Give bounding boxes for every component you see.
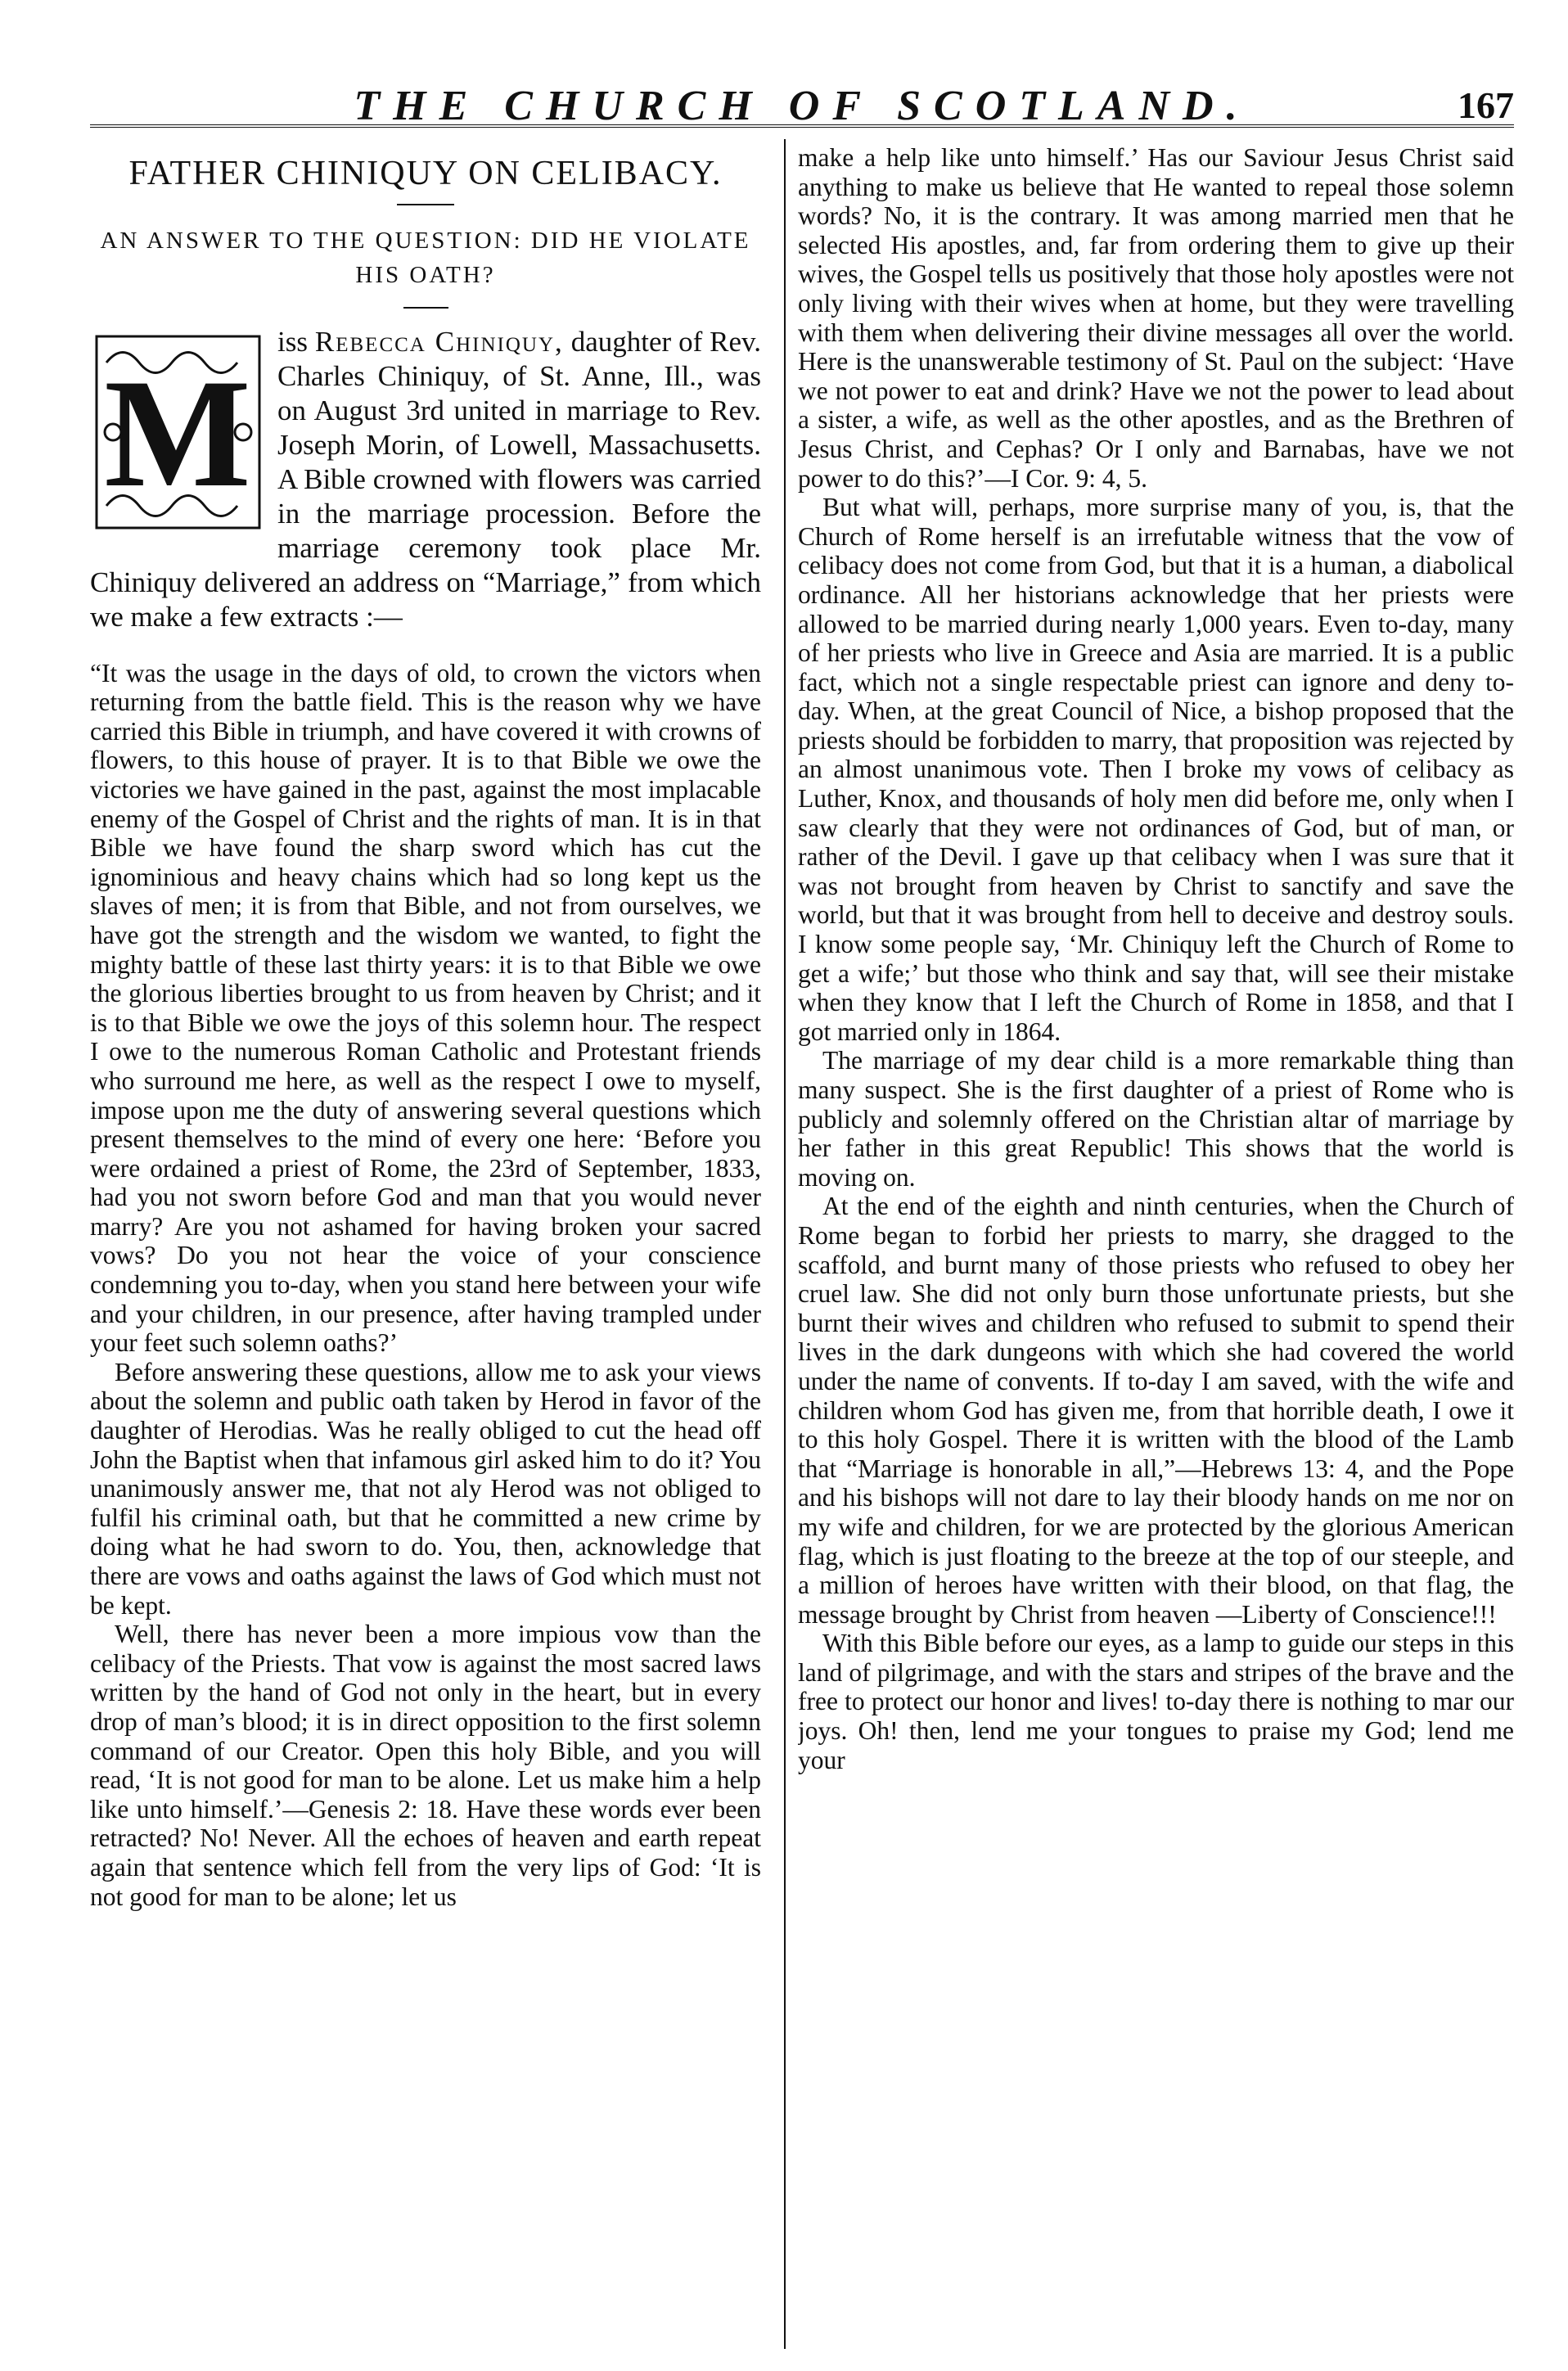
- right-paragraph-5: With this Bible before our eyes, as a lamp to guide our steps in this land of pilgrimage, and with the stars and stripes of the brave and the free to protect our honor and lives! to-day there is nothing to mar our joys. Oh! then, lend me your tongues to praise my God; lend me your: [798, 1629, 1514, 1774]
- ornamental-dropcap-icon: [90, 330, 266, 534]
- header-rule: [90, 124, 1514, 128]
- running-title: THE CHURCH OF SCOTLAND.: [354, 83, 1250, 129]
- article-subtitle: AN ANSWER TO THE QUESTION: DID HE VIOLATE HIS OATH?: [100, 227, 751, 288]
- intro-paragraph: [90, 325, 761, 634]
- page-number: 167: [1458, 84, 1514, 126]
- left-paragraph-3: Well, there has never been a more impious vow than the celibacy of the Priests. That vow is against the most sacred laws written by the hand of God not only in the heart, but in every drop of man’s blood; it is in direct opposition to the first solemn command of our Creator. Open this holy Bible, and you will read, ‘It is not good for man to be alone. Let us make him a help like unto himself.’—Genesis 2: 18. Have these words ever been retracted? No! Never. All the echoes of heaven and earth repeat again that sentence which fell from the very lips of God: ‘It is not good for man to be alone; let us: [90, 1620, 761, 1911]
- left-paragraph-1: “It was the usage in the days of old, to crown the victors when returning from the battle field. This is the reason why we have carried this Bible in triumph, and have covered it with crowns of flowers, to this house of prayer. It is to that Bible we owe the victories we have gained in the past, against the most implacable enemy of the Gospel of Christ and the rights of man. It is in that Bible we have found the sharp sword which has cut the ignominious and heavy chains which had so long kept us the slaves of men; it is from that Bible, and not from ourselves, we have got the strength and the wisdom we wanted, to fight the mighty battle of these last thirty years: it is to that Bible we owe the glorious liberties brought to us from heaven by Christ; and it is to that Bible we owe the joys of this solemn hour. The respect I owe to the numerous Roman Catholic and Protestant friends who surround me here, as well as the respect I owe to myself, impose upon me the duty of answering several questions which present themselves to the mind of every one here: ‘Before you were ordained a priest of Rome, the 23rd of September, 1833, had you not sworn before God and man that you would never marry? Are you not ashamed for having broken your sacred vows? Do you not hear the voice of your conscience condemning you to-day, when you stand here between your wife and your children, in our presence, after having trampled under your feet such solemn oaths?’: [90, 658, 761, 1358]
- right-paragraph-2: But what will, perhaps, more surprise many of you, is, that the Church of Rome herself is an irrefutable witness that the vow of celibacy does not come from God, but that it is a human, a diabolical ordinance. All her historians acknowledge that her priests were allowed to be married during nearly 1,000 years. Even to-day, many of her priests who live in Greece and Asia are married. It is a public fact, which not a single respectable priest can ignore and deny to-day. When, at the great Council of Nice, a bishop proposed that the priests should be forbidden to marry, that proposition was rejected by an almost unanimous vote. Then I broke my vows of celibacy as Luther, Knox, and thousands of holy men did before me, only when I saw clearly that they were not ordinances of God, but of man, or rather of the Devil. I gave up that celibacy when I was sure that it was not brought from heaven by Christ to sanctify and save the world, but that it was brought from hell to deceive and destroy souls. I know some people say, ‘Mr. Chiniquy left the Church of Rome to get a wife;’ but those who think and say that, will see their mistake when they know that I left the Church of Rome in 1858, and that I got married only in 1864.: [798, 493, 1514, 1046]
- right-paragraph-3: The marriage of my dear child is a more remarkable thing than many suspect. She is the first daughter of a priest of Rome who is publicly and solemnly offered on the Christian altar of marriage by her father in this great Republic! This shows that the world is moving on.: [798, 1046, 1514, 1192]
- left-paragraph-2: Before answering these questions, allow me to ask your views about the solemn and public oath taken by Herod in favor of the daughter of Herodias. Was he really obliged to cut the head off John the Baptist when that infamous girl asked him to do it? You unanimously answer me, that not aly Herod was not obliged to fulfil his criminal oath, but that he committed a new crime by doing what he had sworn to do. You, then, acknowledge that there are vows and oaths against the laws of God which must not be kept.: [90, 1357, 761, 1620]
- right-column: [798, 143, 1514, 2345]
- intro-name: Rebecca Chiniquy,: [314, 325, 564, 358]
- page-header: [90, 64, 1514, 129]
- right-paragraph-1: make a help like unto himself.’ Has our Saviour Jesus Christ said anything to make us believe that He wanted to repeal those solemn words? No, it is the contrary. It was among married men that he selected His apostles, and, far from ordering them to give up their wives, the Gospel tells us positively that those holy apostles were not only living with their wives when at home, but they were travelling with them when delivering their divine messages all over the world. Here is the unanswerable testimony of St. Paul on the subject: ‘Have we not power to eat and drink? Have we not the power to lead about a sister, a wife, as well as the other apostles, and as the Brethren of Jesus Christ, and Cephas? Or I only and Barnabas, have we not power to do this?’—I Cor. 9: 4, 5.: [798, 143, 1514, 493]
- intro-lead: iss: [277, 325, 315, 358]
- dropcap-letter: M: [104, 347, 251, 520]
- title-rule: [397, 204, 454, 205]
- subtitle-rule: [403, 307, 448, 309]
- intro-rest: daughter of Rev. Charles Chiniquy, of St. Anne, Ill., was on August 3rd united in marriage to Rev. Joseph Morin, of Lowell, Massachusetts. A Bible crowned with flowers was carried in the marriage procession. Before the marriage ceremony took place Mr. Chiniquy delivered an address on “Marriage,” from which we make a few extracts :—: [90, 325, 761, 633]
- right-paragraph-4: At the end of the eighth and ninth centuries, when the Church of Rome began to forbid her priests to marry, she dragged to the scaffold, and burnt many of those priests who refused to obey her cruel law. She did not only burn those unfortunate priests, but she burnt their wives and children who refused to submit to spend their lives in the dark dungeons with which she had covered the world under the name of convents. If to-day I am saved, with the wife and children whom God has given me, from that horrible death, I owe it to this holy Gospel. There it is written with the blood of the Lamb that “Marriage is honorable in all,”—Hebrews 13: 4, and the Pope and his bishops will not dare to lay their bloody hands on me nor on my wife and children, for we are protected by the glorious American flag, which is just floating to the breeze at the top of our steeple, and a million of heroes have written with their blood, on that flag, the message brought by Christ from heaven —Liberty of Conscience!!!: [798, 1192, 1514, 1629]
- left-column: [90, 143, 761, 2345]
- column-divider: [784, 139, 786, 2349]
- article-title: FATHER CHINIQUY ON CELIBACY.: [128, 155, 723, 192]
